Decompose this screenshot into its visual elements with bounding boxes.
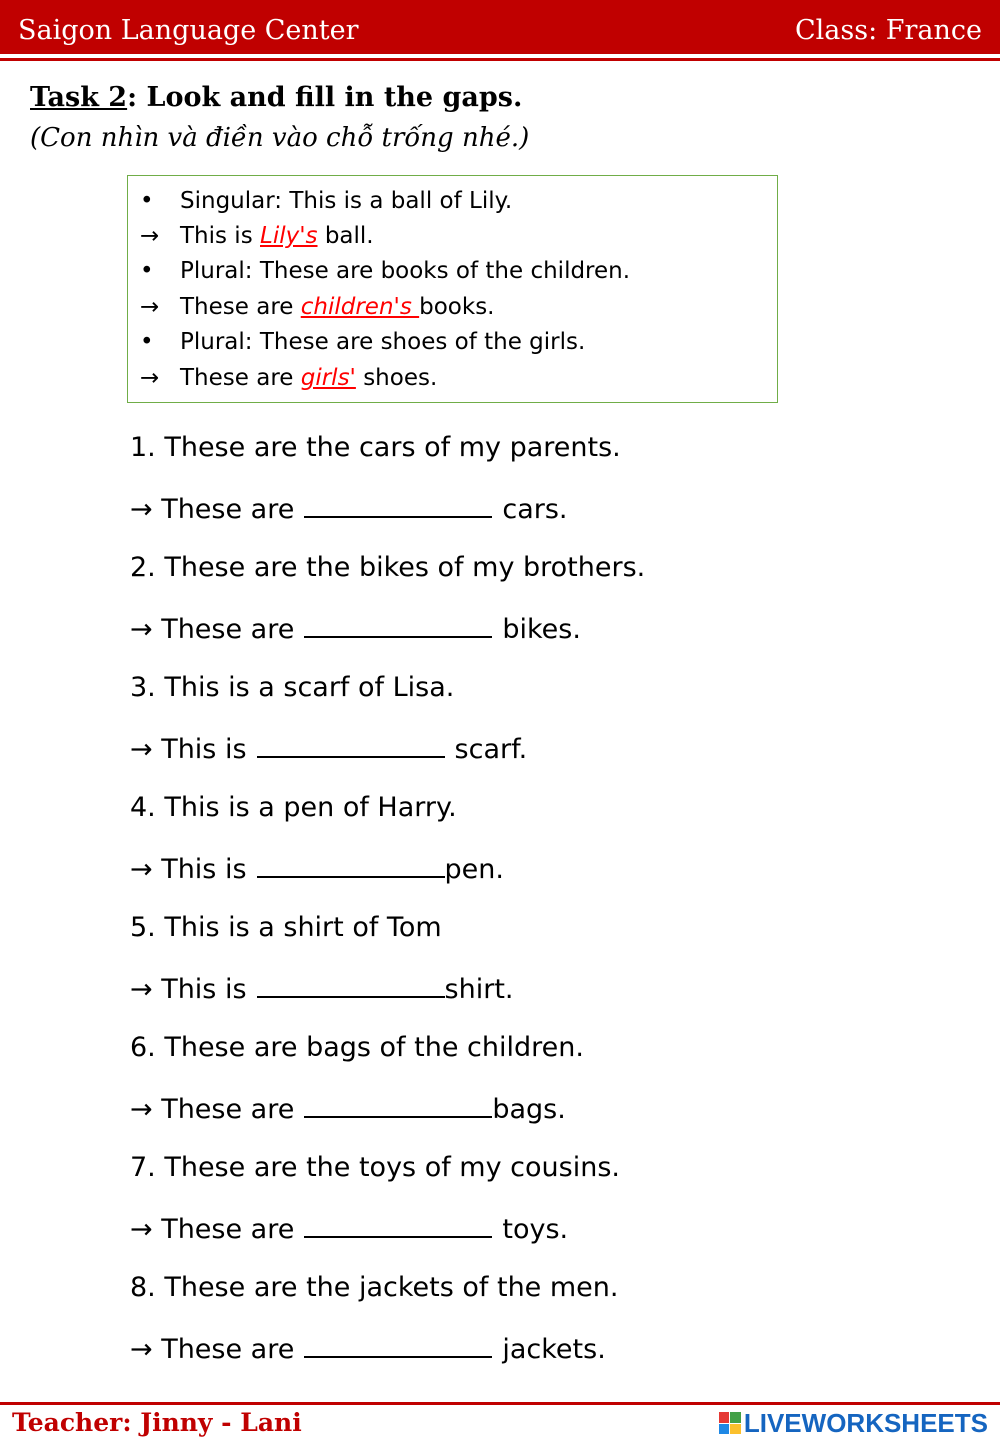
header-bar (0, 0, 1000, 54)
answer-blank-3[interactable] (257, 730, 445, 758)
rule-plural-2: • Plural: These are shoes of the girls. (140, 329, 586, 355)
question-7: 7. These are the toys of my cousins. (130, 1152, 620, 1183)
liveworksheets-icon (719, 1412, 741, 1434)
answer-row-3: → This is scarf. (130, 730, 527, 768)
center-name: Saigon Language Center (18, 15, 359, 46)
answer-blank-5[interactable] (257, 970, 445, 998)
task-title (30, 80, 522, 116)
question-6: 6. These are bags of the children. (130, 1032, 584, 1063)
question-5: 5. This is a shirt of Tom (130, 912, 442, 943)
answer-blank-1[interactable] (304, 490, 492, 518)
question-1: 1. These are the cars of my parents. (130, 432, 621, 463)
answer-row-2: → These are bikes. (130, 610, 581, 648)
liveworksheets-logo (719, 1406, 988, 1440)
question-8: 8. These are the jackets of the men. (130, 1272, 619, 1303)
liveworksheets-wordmark: LIVEWORKSHEETS (743, 1407, 988, 1438)
possessive-answer: children's (300, 294, 420, 320)
question-4: 4. This is a pen of Harry. (130, 792, 457, 823)
teacher-credit: Teacher: Jinny - Lani (12, 1408, 302, 1437)
rule-singular: • Singular: This is a ball of Lily. (140, 188, 513, 214)
bullet-icon: • (140, 188, 154, 214)
rule-singular-example: → This is Lily's ball. (140, 223, 374, 249)
answer-row-8: → These are jackets. (130, 1330, 606, 1368)
arrow-icon: → (140, 223, 160, 249)
rule-plural-1-example: → These are children's books. (140, 294, 495, 320)
answer-row-4: → This is pen. (130, 850, 504, 888)
bullet-icon: • (140, 258, 154, 284)
answer-blank-6[interactable] (304, 1090, 492, 1118)
answer-row-5: → This is shirt. (130, 970, 513, 1008)
answer-row-1: → These are cars. (130, 490, 568, 528)
task-subtitle: (Con nhìn và điền vào chỗ trống nhé.) (30, 123, 530, 153)
task-instruction: : Look and fill in the gaps. (127, 82, 523, 113)
footer-divider (0, 1402, 1000, 1405)
arrow-icon: → (140, 365, 160, 391)
task-number: Task 2 (30, 82, 128, 113)
answer-row-6: → These are bags. (130, 1090, 566, 1128)
answer-blank-2[interactable] (304, 610, 492, 638)
question-3: 3. This is a scarf of Lisa. (130, 672, 455, 703)
rule-plural-1: • Plural: These are books of the children. (140, 258, 631, 284)
example-box (127, 175, 778, 403)
rule-plural-2-example: → These are girls' shoes. (140, 365, 438, 391)
arrow-icon: → (140, 294, 160, 320)
possessive-answer: girls' (300, 365, 356, 391)
answer-row-7: → These are toys. (130, 1210, 568, 1248)
answer-blank-7[interactable] (304, 1210, 492, 1238)
bullet-icon: • (140, 329, 154, 355)
possessive-answer: Lily's (260, 223, 318, 249)
question-2: 2. These are the bikes of my brothers. (130, 552, 646, 583)
header-divider (0, 58, 1000, 61)
class-label: Class: France (794, 15, 982, 46)
answer-blank-4[interactable] (257, 850, 445, 878)
answer-blank-8[interactable] (304, 1330, 492, 1358)
